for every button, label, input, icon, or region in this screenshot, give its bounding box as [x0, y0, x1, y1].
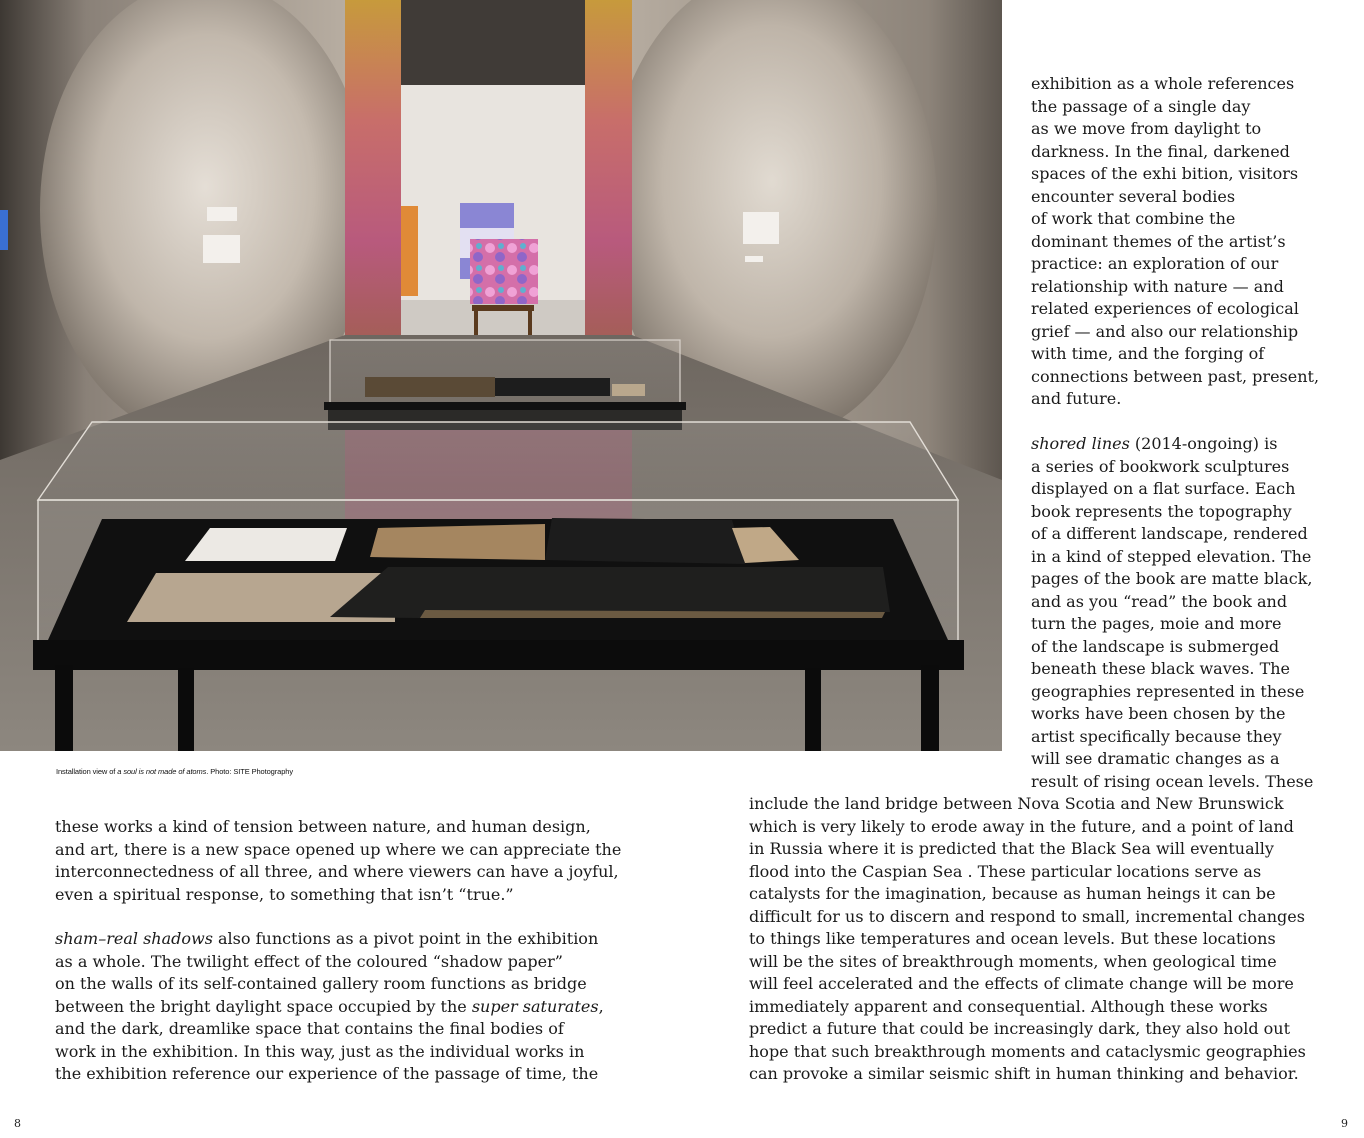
text-run: to things like temperatures and ocean levels. But these locations [749, 929, 1276, 948]
text-run: flood into the Caspian Sea . These particular locations serve as [749, 861, 1262, 881]
text-run: pages of the book are matte black, [1031, 569, 1313, 588]
text-line [1031, 208, 1319, 231]
right-page-bottom-paragraph [749, 793, 1306, 1086]
text-line [749, 861, 1306, 884]
text-line [749, 928, 1306, 951]
text-run: interconnectedness of all three, and where viewers can have a joyful, [55, 862, 619, 881]
text-line [55, 884, 621, 907]
text-line [1031, 343, 1319, 366]
text-line [1031, 591, 1313, 614]
text-run: darkness. In the final, darkened [1031, 141, 1290, 161]
text-run: hope that such breakthrough moments and cataclysmic geographies [749, 1041, 1306, 1061]
text-line [1031, 186, 1319, 209]
text-line [749, 906, 1306, 929]
caption-part: Installation view of [56, 767, 118, 776]
text-line [1031, 771, 1313, 794]
text-line [1031, 276, 1319, 299]
text-run: even a spiritual response, to something that isn’t “true.” [55, 884, 514, 904]
text-run: these works a kind of tension between nature, and human design, [55, 817, 591, 836]
right-column-paragraph-1 [1031, 73, 1319, 411]
text-run: book represents the topography [1031, 501, 1292, 521]
text-line [1031, 501, 1313, 524]
text-line [1031, 141, 1319, 164]
text-run: result of rising ocean levels. These [1031, 771, 1314, 791]
text-line [55, 1063, 604, 1086]
text-run: as a whole. The twilight effect of the coloured “shadow paper” [55, 951, 563, 971]
text-run: and as you “read” the book and [1031, 591, 1288, 611]
text-line [55, 1018, 604, 1041]
text-run: beneath these black waves. The [1031, 659, 1291, 678]
text-run: grief — and also our relationship [1031, 321, 1299, 341]
text-run: spaces of the exhi bition, visitors [1031, 164, 1299, 183]
text-line [1031, 748, 1313, 771]
text-run: with time, and the forging of [1031, 344, 1265, 363]
text-run: of the landscape is submerged [1031, 636, 1280, 656]
installation-photo [0, 0, 1002, 751]
left-page-paragraph-2 [55, 928, 604, 1086]
text-line [749, 793, 1306, 816]
text-run: a series of bookwork sculptures [1031, 456, 1290, 476]
caption-part: . Photo: SITE Photography [206, 767, 294, 776]
text-line [749, 816, 1306, 839]
text-line [55, 996, 604, 1019]
text-run: dominant themes of the artist’s [1031, 231, 1286, 251]
text-run: geographies represented in these [1031, 681, 1305, 701]
text-line [1031, 636, 1313, 659]
text-run: practice: an exploration of our [1031, 254, 1279, 273]
photo-caption [56, 767, 293, 776]
text-run: related experiences of ecological [1031, 299, 1299, 318]
text-line [1031, 96, 1319, 119]
text-run: connections between past, present, [1031, 366, 1320, 386]
text-run: relationship with nature — and [1031, 276, 1284, 296]
text-line [55, 861, 621, 884]
text-run: exhibition as a whole references [1031, 74, 1295, 93]
text-line [1031, 681, 1313, 704]
text-line [1031, 726, 1313, 749]
text-line [749, 883, 1306, 906]
text-line [55, 816, 621, 839]
text-run: (2014-ongoing) is [1129, 434, 1278, 453]
text-run: as we move from daylight to [1031, 119, 1262, 138]
text-line [1031, 298, 1319, 321]
text-run: of work that combine the [1031, 209, 1236, 228]
text-run: will feel accelerated and the effects of climate change will be more [749, 974, 1294, 993]
text-run: in Russia where it is predicted that the Black Sea will eventually [749, 839, 1274, 858]
text-run: , [598, 996, 604, 1016]
text-run: between the bright daylight space occupied by the [55, 996, 472, 1016]
text-run: the passage of a single day [1031, 96, 1251, 116]
text-run: displayed on a flat surface. Each [1031, 479, 1296, 498]
italic-title: super saturates [471, 996, 599, 1016]
text-run: on the walls of its self-contained gallery room functions as bridge [55, 974, 587, 993]
text-run: of a different landscape, rendered [1031, 524, 1308, 543]
text-run: and future. [1031, 389, 1122, 408]
text-line [1031, 658, 1313, 681]
text-line [749, 996, 1306, 1019]
text-line [749, 1041, 1306, 1064]
text-line [1031, 613, 1313, 636]
text-run: which is very likely to erode away in the future, and a point of land [749, 816, 1294, 836]
text-line [1031, 456, 1313, 479]
text-run: can provoke a similar seismic shift in human thinking and behavior. [749, 1064, 1299, 1083]
text-line [55, 951, 604, 974]
text-line [1031, 478, 1313, 501]
text-line [749, 973, 1306, 996]
text-line [749, 1063, 1306, 1086]
text-line [1031, 703, 1313, 726]
text-run: immediately apparent and consequential. Although these works [749, 996, 1268, 1016]
caption-part: a soul is not made of atoms [117, 767, 207, 776]
text-run: in a kind of stepped elevation. The [1031, 546, 1312, 566]
italic-title: shored lines [1031, 434, 1130, 453]
text-run: works have been chosen by the [1031, 704, 1286, 723]
text-run: turn the pages, moie and more [1031, 614, 1282, 633]
left-page-paragraph-1 [55, 816, 621, 906]
text-run: artist specifically because they [1031, 726, 1282, 746]
text-line [1031, 366, 1319, 389]
right-column-paragraph-2 [1031, 433, 1313, 793]
page-number-left: 8 [14, 1117, 21, 1130]
text-line [1031, 546, 1313, 569]
text-line [749, 1018, 1306, 1041]
text-line [55, 928, 604, 951]
text-line [1031, 321, 1319, 344]
gallery-scene-illustration [0, 0, 1002, 751]
text-line [55, 973, 604, 996]
text-line [1031, 163, 1319, 186]
text-line [1031, 523, 1313, 546]
text-run: will be the sites of breakthrough moments, when geological time [749, 951, 1277, 971]
text-run: encounter several bodies [1031, 186, 1236, 206]
page-number-right: 9 [1341, 1117, 1348, 1130]
text-run: predict a future that could be increasingly dark, they also hold out [749, 1019, 1291, 1038]
text-line [749, 838, 1306, 861]
text-run: catalysts for the imagination, because as human heings it can be [749, 884, 1276, 903]
text-run: include the land bridge between Nova Scotia and New Brunswick [749, 794, 1284, 813]
text-line [1031, 568, 1313, 591]
text-run: also functions as a pivot point in the exhibition [212, 929, 599, 948]
text-run: and the dark, dreamlike space that contains the final bodies of [55, 1019, 564, 1038]
italic-title: sham–real shadows [55, 929, 213, 948]
text-run: work in the exhibition. In this way, just as the individual works in [55, 1041, 585, 1061]
text-line [1031, 433, 1313, 456]
text-line [55, 839, 621, 862]
text-line [1031, 231, 1319, 254]
text-run: and art, there is a new space opened up where we can appreciate the [55, 839, 622, 859]
text-run: difficult for us to discern and respond to small, incremental changes [749, 906, 1305, 926]
text-line [55, 1041, 604, 1064]
text-line [1031, 118, 1319, 141]
text-run: the exhibition reference our experience of the passage of time, the [55, 1064, 599, 1083]
text-line [1031, 388, 1319, 411]
text-line [749, 951, 1306, 974]
text-run: will see dramatic changes as a [1031, 749, 1280, 768]
text-line [1031, 73, 1319, 96]
text-line [1031, 253, 1319, 276]
